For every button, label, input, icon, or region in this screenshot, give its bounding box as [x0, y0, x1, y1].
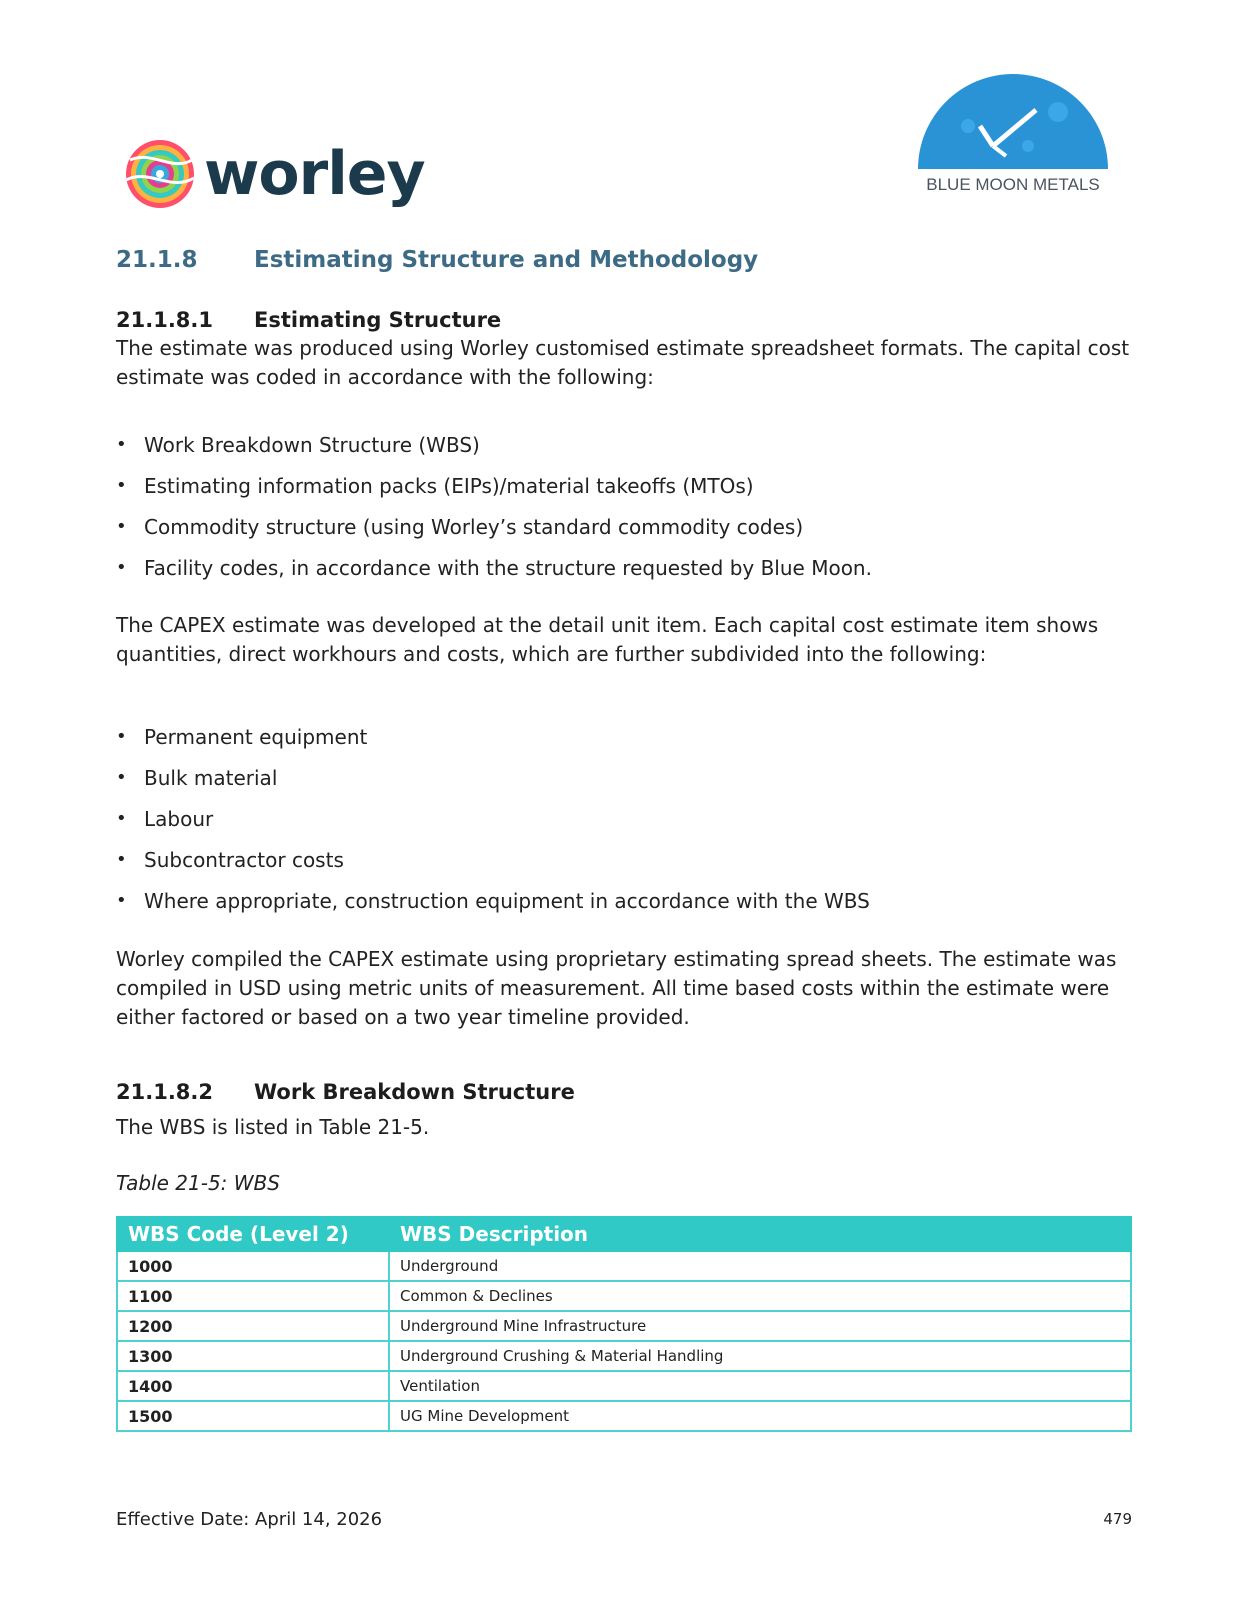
worley-wordmark: worley	[204, 139, 425, 209]
list-item: • Subcontractor costs	[116, 845, 870, 886]
capex-paragraph: The CAPEX estimate was developed at the detail unit item. Each capital cost estimate item shows quantities, direct workhours and costs, which are further subdivided into the following:	[116, 613, 1099, 666]
section-heading	[116, 247, 758, 273]
worley-logo	[122, 136, 442, 216]
wbs-description-cell: Underground	[389, 1251, 1131, 1281]
wbs-description-cell: Common & Declines	[389, 1281, 1131, 1311]
subsection-number-2: 21.1.8.2	[116, 1080, 213, 1104]
wbs-description-cell: Ventilation	[389, 1371, 1131, 1401]
list-item: • Commodity structure (using Worley’s standard commodity codes)	[116, 512, 872, 553]
table-row	[117, 1311, 1131, 1341]
column-header-code: WBS Code (Level 2)	[117, 1217, 389, 1251]
blue-moon-metals-logo	[908, 74, 1118, 204]
intro-paragraph: The estimate was produced using Worley customised estimate spreadsheet formats. The capital cost estimate was coded in accordance with the following:	[116, 336, 1130, 389]
table-row	[117, 1371, 1131, 1401]
subsection-number-1: 21.1.8.1	[116, 308, 213, 332]
section-number: 21.1.8	[116, 247, 198, 273]
subsection-heading-2	[116, 1080, 575, 1104]
wbs-table	[116, 1216, 1132, 1432]
list-item: • Estimating information packs (EIPs)/material takeoffs (MTOs)	[116, 471, 872, 512]
table-row	[117, 1401, 1131, 1431]
section-title: Estimating Structure and Methodology	[254, 247, 759, 273]
moon-clock-icon	[908, 74, 1118, 204]
list-item: • Facility codes, in accordance with the structure requested by Blue Moon.	[116, 553, 872, 594]
wbs-code-cell: 1400	[117, 1371, 389, 1401]
table-header-row	[117, 1217, 1131, 1251]
wbs-code-cell: 1500	[117, 1401, 389, 1431]
wbs-intro-paragraph: The WBS is listed in Table 21-5.	[116, 1115, 430, 1139]
cost-components-list	[116, 722, 870, 927]
subsection-title-1: Estimating Structure	[254, 308, 502, 332]
list-item: • Work Breakdown Structure (WBS)	[116, 430, 872, 471]
coding-list	[116, 430, 872, 594]
page-number: 479	[1103, 1510, 1132, 1528]
table-row	[117, 1251, 1131, 1281]
list-item: • Where appropriate, construction equipment in accordance with the WBS	[116, 886, 870, 927]
worley-swirl-icon	[122, 136, 442, 216]
wbs-description-cell: Underground Crushing & Material Handling	[389, 1341, 1131, 1371]
blue-moon-wordmark: BLUE MOON METALS	[926, 175, 1100, 194]
table-row	[117, 1281, 1131, 1311]
column-header-description: WBS Description	[389, 1217, 1131, 1251]
wbs-code-cell: 1300	[117, 1341, 389, 1371]
wbs-code-cell: 1200	[117, 1311, 389, 1341]
list-item: • Labour	[116, 804, 870, 845]
table-caption: Table 21-5: WBS	[116, 1171, 280, 1195]
table-row	[117, 1341, 1131, 1371]
list-item: • Permanent equipment	[116, 722, 870, 763]
effective-date: Effective Date: April 14, 2026	[116, 1509, 383, 1530]
wbs-code-cell: 1100	[117, 1281, 389, 1311]
list-item: • Bulk material	[116, 763, 870, 804]
wbs-description-cell: Underground Mine Infrastructure	[389, 1311, 1131, 1341]
wbs-description-cell: UG Mine Development	[389, 1401, 1131, 1431]
subsection-title-2: Work Breakdown Structure	[254, 1080, 575, 1104]
subsection-heading-1	[116, 308, 501, 332]
compilation-paragraph: Worley compiled the CAPEX estimate using proprietary estimating spread sheets. The estimate was compiled in USD using metric units of measurement. All time based costs within the estimate were either factored or based on a two year timeline provided.	[116, 947, 1117, 1029]
wbs-code-cell: 1000	[117, 1251, 389, 1281]
